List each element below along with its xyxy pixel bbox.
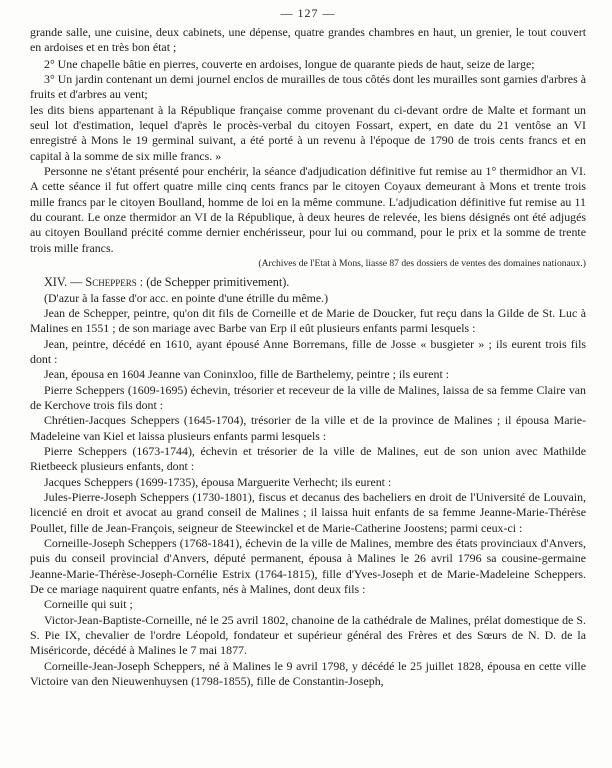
paragraph: Jacques Scheppers (1699-1735), épousa Marguerite Verhecht; ils eurent : — [44, 474, 392, 489]
section-note: : (de Schepper primitivement). — [136, 275, 290, 290]
paragraph: Jules-Pierre-Joseph Scheppers (1730-1801), fiscus et decanus des bacheliers en droit de l'Université de Louvain, licencié en droit et avocat au grand conseil de Malines ; il laissa huit enfants de sa femme Jeanne-Marie-Thérèse Poullet, fille de Jean-François, seigneur de Steewinckel et de Marie-Catherine Joostens; parmi ceux-ci : — [30, 489, 586, 535]
paragraph: Chrétien-Jacques Scheppers (1645-1704), trésorier de la ville et de la province de Malines ; il épousa Marie-Madeleine van Kiel et laissa plusieurs enfants parmi lesquels : — [30, 413, 586, 443]
paragraph: 3° Un jardin contenant un demi journel enclos de murailles de tous côtés dont les murailles sont garnies d'arbres à fruits et d'arbres au vent; — [30, 72, 586, 102]
coat-of-arms: (D'azur à la fasse d'or acc. en pointe d'une étrille du même.) — [44, 290, 329, 305]
paragraph: Pierre Scheppers (1609-1695) échevin, trésorier et receveur de la ville de Malines, laissa de sa femme Claire van de Kerchove trois fils dont : — [30, 382, 586, 412]
paragraph: Pierre Scheppers (1673-1744), échevin et trésorier de la ville de Malines, eut de son union avec Mathilde Rietbeeck plusieurs enfants, dont : — [30, 443, 586, 474]
paragraph: Corneille-Joseph Scheppers (1768-1841), échevin de la ville de Malines, membre des états provinciaux d'Anvers, puis du conseil provincial d'Anvers, député permanent, épousa à Malines le 26 avril 1796 sa cousine-germaine Jeanne-Marie-Thérèse-Joseph-Cornélie Estrix (1764-1815), fille d'Yves-Joseph et de Marie-Madeleine Scheppers. De ce mariage naquirent quatre enfants, nés à Malines, dont deux fils : — [30, 536, 586, 597]
paragraph: Personne ne s'étant présenté pour enchérir, la séance d'adjudication définitive fut remise au 1° thermidhor an VI. A cette séance il fut offert quatre mille cinq cents francs par le citoyen Coyaux demeurant à Mons et trente trois mille francs par le citoyen Boulland, homme de loi en la même commune. L'adjudication définitive fut remise au 11 du courant. Le onze thermidor an VI de la République, à deux heures de relevée, les biens désignés ont été adjugés au citoyen Boulland précité comme dernier enchérisseur, pour lui ou command, pour le prix et la somme de trente trois mille francs. — [30, 164, 586, 255]
paragraph: Victor-Jean-Baptiste-Corneille, né le 25 avril 1802, chanoine de la cathédrale de Malines, prélat domestique de S. S. Pie IX, chevalier de l'ordre Léopold, fondateur et supérieur général des Frères et des Sœurs de N. D. de la Miséricorde, décédé à Malines le 7 mai 1877. — [30, 612, 586, 658]
section-family-name: Scheppers — [85, 275, 137, 290]
paragraph: 2° Une chapelle bâtie en pierres, couverte en ardoises, longue de quarante pieds de haut, seize de large; — [44, 56, 535, 71]
archive-citation: (Archives de l'Etat à Mons, liasse 87 des dossiers de ventes des domaines nationaux.) — [258, 258, 586, 270]
paragraph: Jean, épousa en 1604 Jeanne van Coninxloo, fille de Barthelemy, peintre ; ils eurent : — [44, 367, 450, 382]
paragraph: Jean, peintre, décédé en 1610, ayant épousé Anne Borremans, fille de Josse « busgieter » ; ils eurent trois fils dont : — [30, 336, 586, 366]
page-number: — 127 — — [280, 6, 336, 20]
paragraph: Corneille-Jean-Joseph Scheppers, né à Malines le 9 avril 1798, y décédé le 25 juillet 1828, épousa en cette ville Victoire van den Nieuwenhuysen (1798-1855), fille de Constantin-Joseph, — [30, 658, 586, 689]
paragraph: Corneille qui suit ; — [44, 597, 133, 612]
paragraph: les dits biens appartenant à la République française comme provenant du ci-devant ordre de Malte et formant un seul lot d'estimation, lequel d'après le procès-verbal du citoyen Fossart, expert, en date du 21 ventôse an VI enregistré à Mons le 19 germinal suivant, a été porté à un revenu à l'époque de 1790 de trois cents francs et en capital à la somme de six mille francs. » — [30, 102, 586, 163]
section-heading — [30, 275, 586, 290]
section-numeral: XIV. — — [44, 275, 83, 290]
paragraph: Jean de Schepper, peintre, qu'on dit fils de Corneille et de Marie de Doucker, fut reçu dans la Gilde de St. Luc à Malines en 1551 ; de son mariage avec Barbe van Erp il eût plusieurs enfants parmi lesquels : — [30, 305, 586, 336]
paragraph: grande salle, une cuisine, deux cabinets, une dépense, quatre grandes chambres en haut, un grenier, le tout couvert en ardoises et en très bon état ; — [30, 25, 586, 55]
